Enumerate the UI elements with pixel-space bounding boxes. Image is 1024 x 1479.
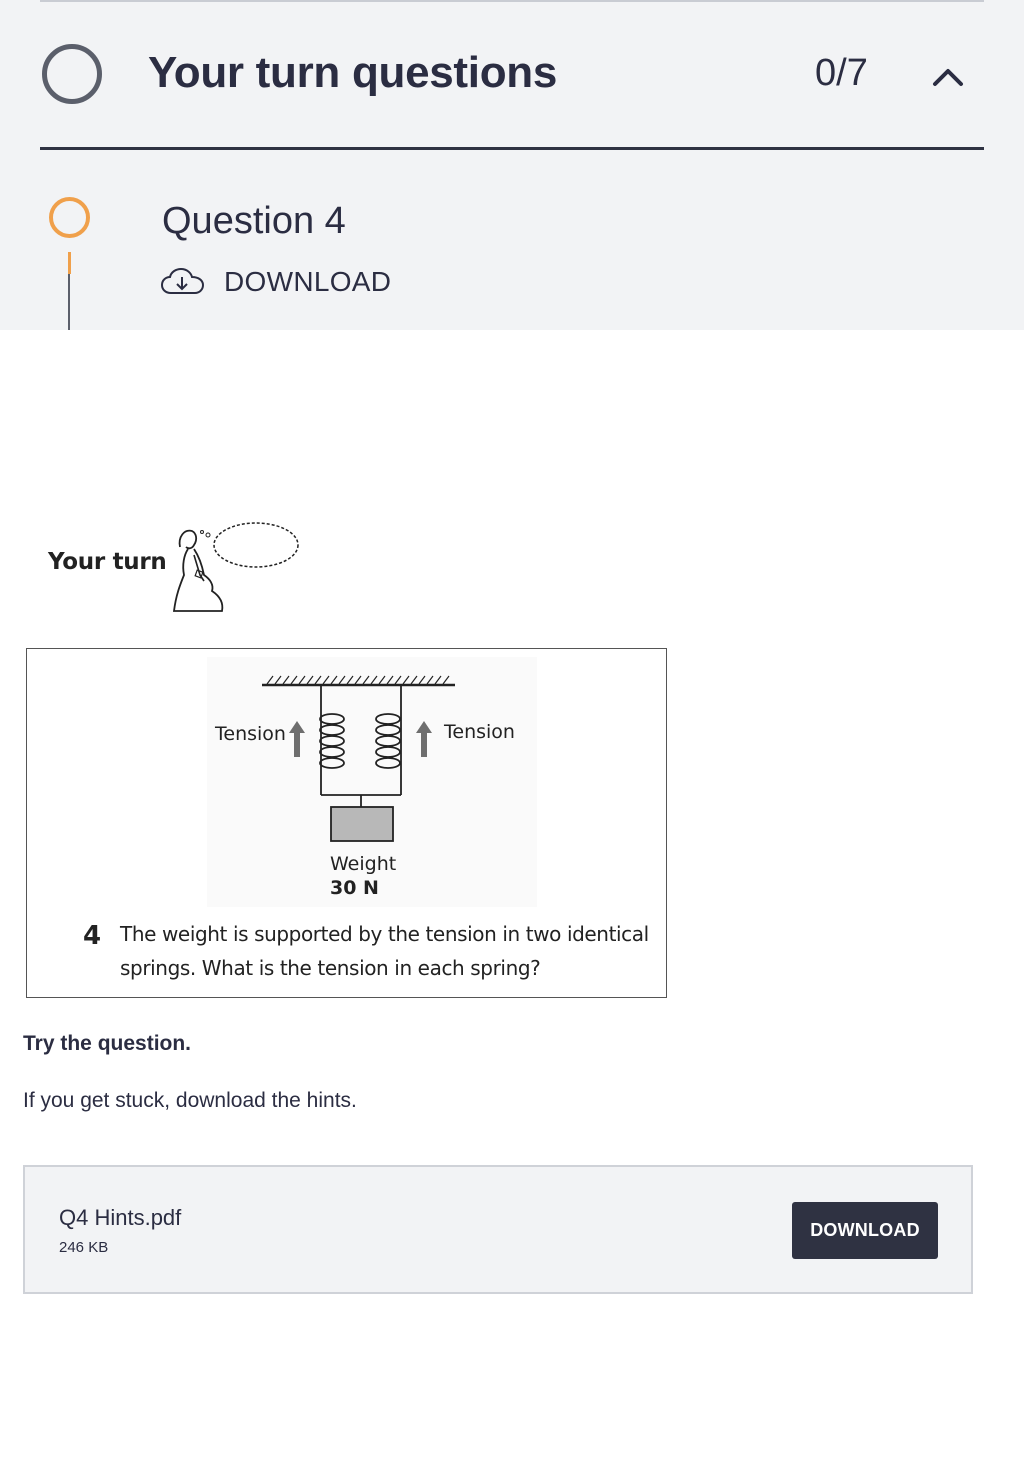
chevron-up-icon[interactable]	[932, 64, 964, 88]
attachment-file-size: 246 KB	[59, 1239, 109, 1256]
tension-label-left: Tension	[215, 723, 286, 745]
tension-label-right: Tension	[444, 721, 515, 743]
header-divider	[40, 147, 984, 150]
spring-diagram	[207, 657, 537, 907]
your-turn-label: Your turn	[48, 549, 167, 575]
question-status-icon	[49, 197, 90, 238]
problem-text: The weight is supported by the tension in two identical springs. What is the tension in each spring?	[120, 922, 649, 980]
timeline-connector-active	[68, 252, 71, 274]
your-turn-banner	[48, 515, 308, 615]
instruction-secondary: If you get stuck, download the hints.	[23, 1089, 357, 1112]
attachment-file-name: Q4 Hints.pdf	[59, 1205, 182, 1230]
attachment-card	[23, 1165, 973, 1294]
section-header[interactable]	[40, 30, 984, 120]
top-divider	[40, 0, 984, 2]
section-status-icon	[42, 44, 102, 104]
attachment-download-button[interactable]: DOWNLOAD	[792, 1202, 938, 1259]
question-title: Question 4	[162, 200, 346, 242]
progress-counter: 0/7	[815, 52, 868, 94]
problem-number: 4	[83, 921, 102, 951]
cloud-download-icon	[160, 267, 206, 297]
thinking-person-icon	[166, 515, 306, 615]
weight-value: 30 N	[330, 877, 379, 899]
question-download-label: DOWNLOAD	[224, 266, 392, 297]
accordion-panel	[0, 0, 1024, 330]
weight-label: Weight	[330, 853, 397, 875]
question-download-link[interactable]	[160, 262, 391, 302]
section-title: Your turn questions	[148, 48, 558, 97]
timeline-connector	[68, 274, 70, 330]
instruction-primary: Try the question.	[23, 1032, 192, 1055]
question-image	[26, 648, 667, 998]
